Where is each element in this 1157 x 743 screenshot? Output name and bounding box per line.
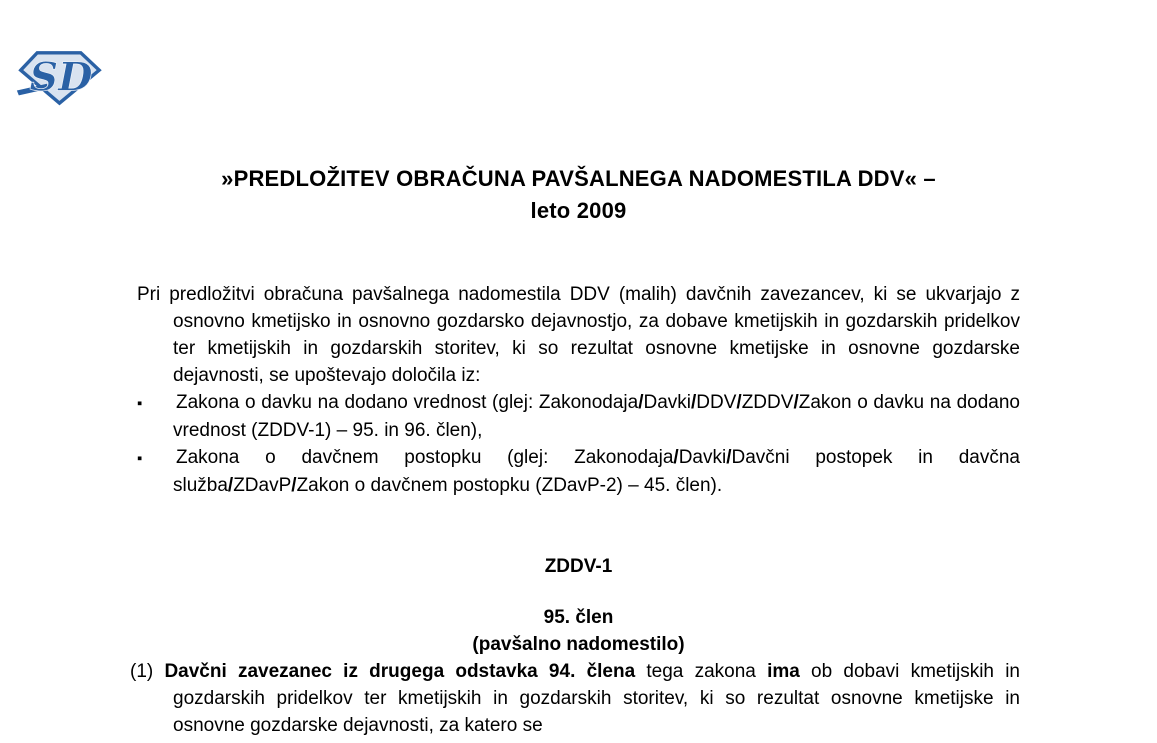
article-number: 95. člen	[543, 607, 614, 628]
logo-letters: SD	[29, 54, 93, 101]
document-title-line1: »PREDLOŽITEV OBRAČUNA PAVŠALNEGA NADOMESTILA DDV« –	[221, 166, 936, 191]
article-heading	[137, 604, 1020, 658]
sd-logo-graphic	[13, 45, 105, 107]
document-content	[130, 0, 1021, 739]
bullet-text-zdavp: Zakona o davčnem postopku (glej: Zakonodaja/Davki/Davčni postopek in davčna služba/ZDavP/Zakon o davčnem postopku (ZDavP-2) – 45. člen).	[173, 447, 1020, 496]
bullet-square-icon: ▪	[137, 450, 143, 467]
document-title-line2: leto 2009	[530, 198, 627, 223]
bullet-item-zddv	[137, 389, 1020, 444]
document-title	[137, 163, 1020, 227]
intro-paragraph: Pri predložitvi obračuna pavšalnega nadomestila DDV (malih) davčnih zavezancev, ki se ukvarjajo z osnovno kmetijsko in osnovno gozdarsko dejavnostjo, za dobave kmetijskih in gozdarskih pridelkov ter kmetijskih in gozdarskih storitev, ki so rezultat osnovne kmetijske in osnovne gozdarske dejavnosti, se upoštevajo določila iz:	[137, 284, 1020, 386]
bullet-item-zdavp	[137, 444, 1020, 499]
bullet-square-icon: ▪	[137, 395, 143, 412]
sd-logo	[13, 45, 105, 107]
section-heading-zddv1: ZDDV-1	[544, 556, 613, 577]
article-subtitle: (pavšalno nadomestilo)	[472, 634, 685, 655]
bullet-text-zddv: Zakona o davku na dodano vrednost (glej: Zakonodaja/Davki/DDV/ZDDV/Zakon o davku na dodano vrednost (ZDDV-1) – 95. in 96. člen),	[173, 392, 1021, 441]
paragraph-1: (1) Davčni zavezanec iz drugega odstavka 94. člena tega zakona ima ob dobavi kmetijskih in gozdarskih pridelkov ter kmetijskih in gozdarskih storitev, ki so rezultat osnovne kmetijske in osnovne gozdarske dejavnosti, za katero se	[130, 661, 1020, 736]
